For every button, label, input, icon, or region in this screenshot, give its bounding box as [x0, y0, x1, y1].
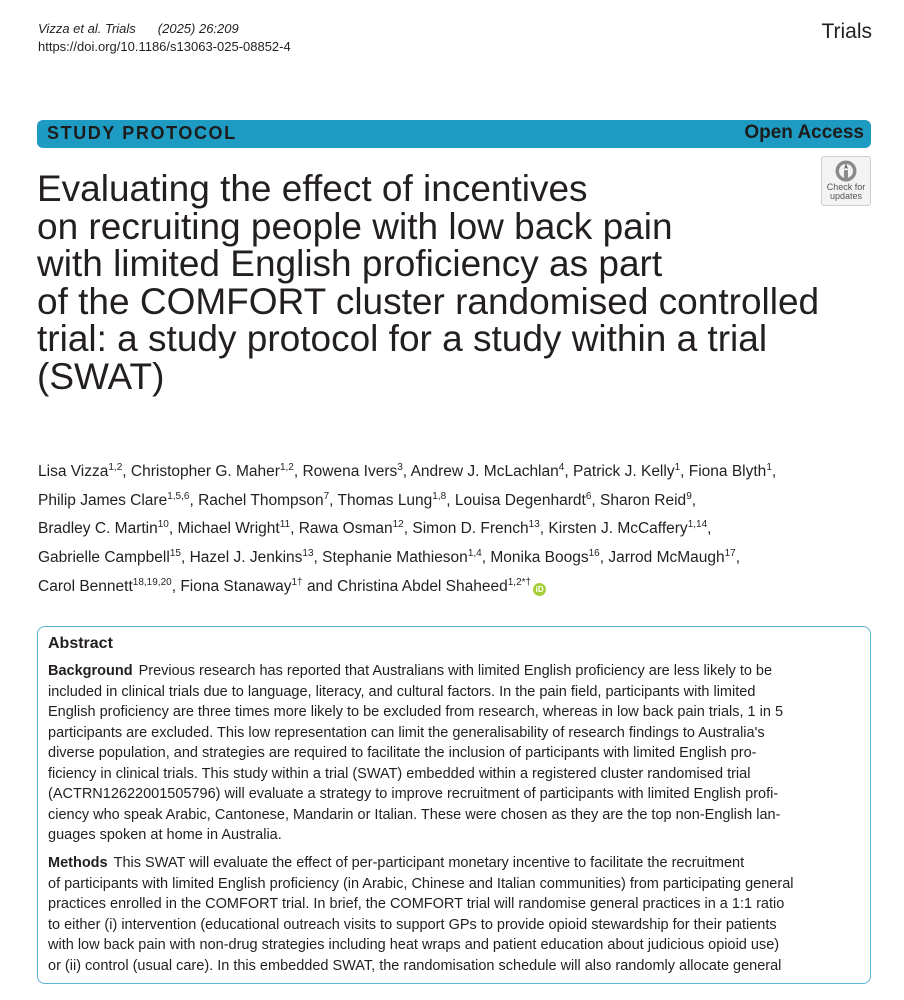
- title-line: with limited English proficiency as part: [37, 243, 663, 284]
- author-name: Hazel J. Jenkins: [189, 549, 303, 567]
- author-affiliation: 10: [157, 519, 169, 531]
- title-line: (SWAT): [37, 355, 165, 397]
- author-affiliation: 13: [302, 547, 314, 559]
- author-name: Monika Boogs: [490, 549, 589, 567]
- author-affiliation: 3: [397, 462, 403, 473]
- author-affiliation: 1†: [291, 576, 303, 588]
- abstract-line: [48, 853, 860, 874]
- abstract-line: [48, 935, 860, 956]
- author-affiliation: 6: [585, 490, 592, 502]
- author-name: Stephanie Mathieson: [322, 549, 468, 567]
- abstract-line: [48, 723, 860, 744]
- author-name: Michael Wright: [177, 520, 280, 538]
- author-affiliation: 7: [323, 490, 330, 502]
- orcid-icon[interactable]: iD: [533, 583, 546, 596]
- abstract-line: [48, 805, 860, 826]
- title-line: of the COMFORT cluster randomised controlled: [37, 280, 820, 322]
- abstract-text: included in clinical trials due to language, literacy, and cultural factors. In the pain field, participants with limited: [48, 683, 756, 700]
- author-affiliation: 1,2*†: [507, 576, 532, 588]
- citation-text: Vizza et al. Trials: [38, 21, 136, 36]
- abstract-text: English proficiency are three times more likely to be excluded from research, whereas in low back pain trials, 1 in 5: [48, 704, 784, 720]
- author-name: Rachel Thompson: [198, 491, 324, 509]
- author-affiliation: 11: [279, 519, 291, 531]
- abstract-line: [48, 682, 860, 703]
- abstract-text: ciency who speak Arabic, Cantonese, Mandarin or Italian. These were chosen as they are the top non-English lan-: [48, 806, 781, 823]
- author-name: Gabrielle Campbell: [38, 549, 170, 567]
- author-affiliation: 1,2: [108, 462, 123, 473]
- author-affiliation: 1,14: [687, 519, 708, 531]
- author-affiliation: 4: [558, 462, 565, 473]
- author-name: Sharon Reid: [600, 491, 687, 509]
- author-name: Andrew J. McLachlan: [410, 463, 559, 481]
- article-type-label: STUDY PROTOCOL: [47, 123, 237, 143]
- section-label: Background: [48, 663, 133, 679]
- author-name: Carol Bennett: [38, 577, 133, 595]
- title-line: Evaluating the effect of incentives: [37, 168, 588, 209]
- abstract-line: [48, 956, 860, 977]
- author-name: Simon D. French: [412, 520, 529, 538]
- author-name: Bradley C. Martin: [38, 520, 158, 538]
- article-type-banner: [37, 120, 871, 148]
- author-affiliation: 9: [686, 490, 692, 502]
- author-affiliation: 12: [392, 519, 404, 531]
- open-access-label: Open Access: [744, 122, 864, 143]
- author-name: Lisa Vizza: [38, 463, 109, 481]
- abstract-text: Previous research has reported that Australians with limited English proficiency are less likely to be: [138, 663, 773, 679]
- abstract-line: [48, 661, 860, 682]
- background-paragraph: [48, 661, 860, 846]
- author-name: Kirsten J. McCaffery: [548, 520, 688, 538]
- abstract-text: participants are excluded. This low representation can limit the generalisability of research findings to Australia's: [48, 724, 765, 741]
- year-volume: (2025) 26:209: [157, 21, 239, 36]
- journal-name: Trials: [821, 20, 872, 43]
- abstract-box: [37, 626, 871, 984]
- author-affiliation: 16: [588, 547, 600, 559]
- author-name: Rowena Ivers: [302, 463, 398, 481]
- article-title: [37, 170, 867, 395]
- abstract-text: guages spoken at home in Australia.: [48, 827, 282, 843]
- author-line: Bradley C. Martin$^{10}$, Michael Wright$^{11}$, Rawa Osman$^{12}$, Simon D. French$^{13}$, Kirsten J. McCaffery$^{1,14}$,: [38, 519, 712, 538]
- author-affiliation: 1,2: [279, 462, 294, 473]
- abstract-line: [48, 702, 860, 723]
- check-updates-line2: updates: [829, 191, 863, 201]
- author-name: Thomas Lung: [337, 491, 433, 509]
- doi-link[interactable]: https://doi.org/10.1186/s13063-025-08852-4: [38, 39, 291, 54]
- author-affiliation: 1,5,6: [167, 490, 190, 502]
- title-line: trial: a study protocol for a study within a trial: [37, 318, 768, 359]
- abstract-text: or (ii) control (usual care). In this embedded SWAT, the randomisation schedule will also randomly allocate general: [48, 957, 782, 974]
- abstract-line: [48, 915, 860, 936]
- title-line: on recruiting people with low back pain: [37, 205, 673, 247]
- author-affiliation: 1,8: [432, 490, 447, 502]
- abstract-line: [48, 825, 860, 846]
- author-name: Patrick J. Kelly: [572, 463, 675, 481]
- abstract-text: practices enrolled in the COMFORT trial. In brief, the COMFORT trial will randomise general practices in a 1:1 ratio: [48, 896, 785, 912]
- author-affiliation: 18,19,20: [132, 576, 172, 588]
- abstract-heading: Abstract: [48, 635, 113, 652]
- abstract-text: to either (i) intervention (educational outreach visits to support GPs to provide opioid stewardship for their patients: [48, 916, 777, 933]
- author-affiliation: 17: [724, 547, 736, 559]
- abstract-text: (ACTRN12622001505796) will evaluate a strategy to improve recruitment of participants with limited English profi-: [48, 786, 779, 802]
- author-affiliation: 1: [766, 462, 772, 473]
- author-affiliation: 1: [674, 462, 681, 473]
- author-conjunction: and: [306, 577, 333, 595]
- abstract-text: of participants with limited English proficiency (in Arabic, Chinese and Italian communities) from participating general: [48, 875, 794, 892]
- author-list: [38, 456, 868, 599]
- author-line: Lisa Vizza$^{1,2}$, Christopher G. Maher$^{1,2}$, Rowena Ivers$^3$, Andrew J. McLachlan$^4$, Patrick J. Kelly$^1$, Fiona Blyth$^1$,: [38, 462, 777, 481]
- abstract-text: diverse population, and strategies are required to facilitate the inclusion of participants with limited English pro-: [48, 745, 757, 761]
- author-name: Philip James Clare: [38, 491, 168, 509]
- author-affiliation: 1,4: [467, 547, 482, 559]
- abstract-line: [48, 874, 860, 895]
- author-name: Jarrod McMaugh: [608, 549, 725, 567]
- abstract-line: [48, 784, 860, 805]
- author-name: Christopher G. Maher: [130, 463, 280, 481]
- author-affiliation: 15: [169, 547, 181, 559]
- abstract-text: with low back pain with non-drug strategies including heat wraps and patient education about judicious opioid use): [48, 937, 780, 953]
- citation-header: [38, 20, 291, 56]
- methods-paragraph: [48, 853, 860, 976]
- author-line: Carol Bennett$^{18,19,20}$, Fiona Stanaway$^{1\dagger}$ and Christina Abdel Shaheed$^{1,2*\dagger}$iD: [38, 571, 868, 600]
- author-name: Louisa Degenhardt: [454, 491, 586, 509]
- author-line: Gabrielle Campbell$^{15}$, Hazel J. Jenkins$^{13}$, Stephanie Mathieson$^{1,4}$, Monika Boogs$^{16}$, Jarrod McMaugh$^{17}$,: [38, 547, 741, 567]
- author-affiliation: 13: [528, 519, 540, 531]
- author-name: Rawa Osman: [298, 520, 393, 538]
- section-label: Methods: [48, 855, 108, 871]
- abstract-text: ficiency in clinical trials. This study within a trial (SWAT) embedded within a registered cluster randomised trial: [48, 765, 751, 782]
- abstract-line: [48, 743, 860, 764]
- author-name: Christina Abdel Shaheed: [337, 577, 508, 595]
- author-name: Fiona Blyth: [688, 463, 767, 481]
- abstract-line: [48, 764, 860, 785]
- abstract-text: This SWAT will evaluate the effect of per-participant monetary incentive to facilitate the recruitment: [113, 855, 745, 871]
- abstract-line: [48, 894, 860, 915]
- author-line: Philip James Clare$^{1,5,6}$, Rachel Thompson$^7$, Thomas Lung$^{1,8}$, Louisa Degenhardt$^6$, Sharon Reid$^9$,: [38, 490, 697, 509]
- author-name: Fiona Stanaway: [180, 577, 292, 595]
- check-updates-line1: Check for: [826, 182, 866, 192]
